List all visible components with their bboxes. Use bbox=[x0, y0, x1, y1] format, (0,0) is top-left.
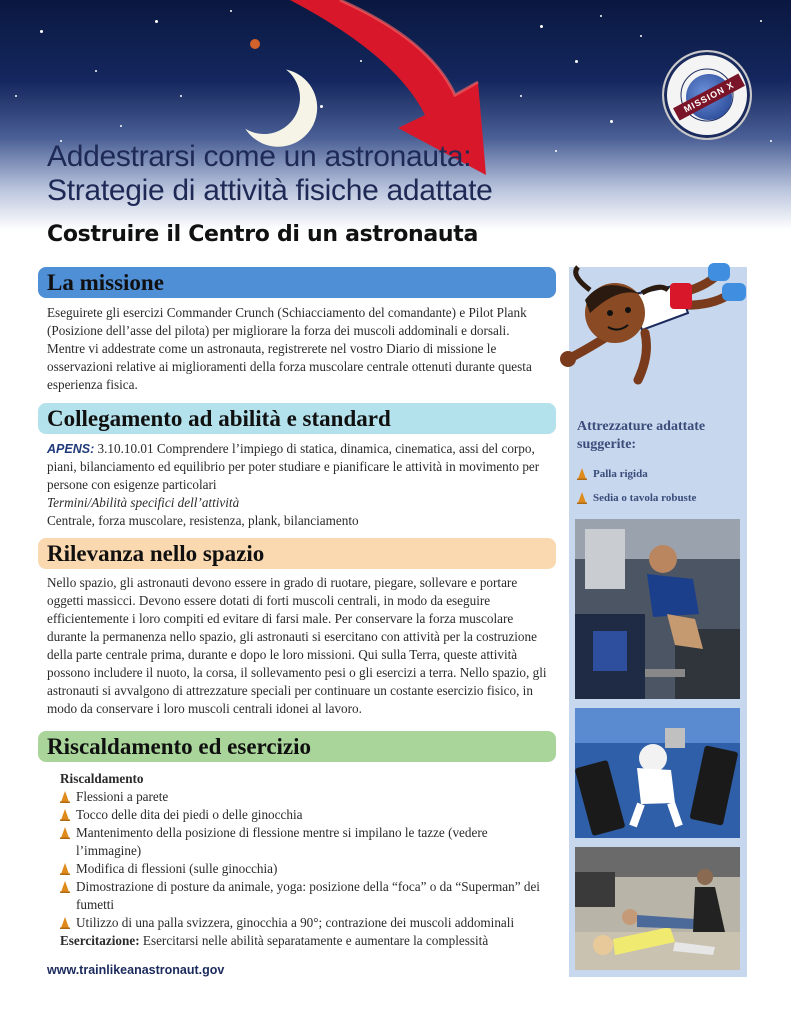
cone-icon bbox=[60, 809, 70, 821]
terms-text: Centrale, forza muscolare, resistenza, plank, bilanciamento bbox=[47, 513, 359, 528]
floating-kid-illustration bbox=[550, 255, 770, 405]
cone-icon bbox=[60, 827, 70, 839]
mission-text: Eseguirete gli esercizi Commander Crunch (Schiacciamento del comandante) e Pilot Plank (Posizione dell’asse del pilota) per migliorare la forza dei muscoli addominali e dorsali. Mentre vi addestrate come un astronauta, registrerete nel vostro Diario di missione le osservazioni relative ai miglioramenti della forza muscolare centrale ottenuti durante questa esperienza fisica. bbox=[47, 305, 532, 392]
list-item: Modifica di flessioni (sulle ginocchia) bbox=[60, 860, 550, 878]
equipment-title: Attrezzature adattate suggerite: bbox=[577, 419, 706, 452]
floor-exercise-photo bbox=[575, 847, 740, 970]
cone-icon bbox=[577, 492, 587, 504]
cone-icon bbox=[577, 468, 587, 480]
section-heading-standards: Collegamento ad abilità e standard bbox=[38, 403, 556, 434]
cone-icon bbox=[60, 791, 70, 803]
exercise-line bbox=[60, 932, 550, 950]
list-item: Dimostrazione di posture da animale, yoga: posizione della “foca” o da “Superman” dei fumetti bbox=[60, 878, 550, 914]
exercise-label: Esercitazione: bbox=[60, 933, 140, 948]
page-title bbox=[47, 140, 667, 208]
exercise-text: Esercitarsi nelle abilità separatamente e aumentare la complessità bbox=[139, 933, 489, 948]
cone-icon bbox=[60, 863, 70, 875]
list-item: Tocco delle dita dei piedi o delle ginocchia bbox=[60, 806, 550, 824]
section-heading-relevance: Rilevanza nello spazio bbox=[38, 538, 556, 569]
list-item: Mantenimento della posizione di flessione mentre si impilano le tazze (vedere l’immagine) bbox=[60, 824, 550, 860]
warmup-subheading: Riscaldamento bbox=[60, 771, 144, 786]
list-item: Flessioni a parete bbox=[60, 788, 550, 806]
page-subtitle: Costruire il Centro di un astronauta bbox=[47, 222, 479, 247]
relevance-text: Nello spazio, gli astronauti devono essere in grado di ruotare, piegare, sollevare e portare oggetti massicci. Devono essere dotati di forti muscoli centrali, in modo da eseguire efficientemente i loro compiti ed evitare di farsi male. Per conservare la forza muscolare durante la permanenza nello spazio, gli astronauti si esercitano con attività per la costruzione della parte centrale prima, durante e dopo le loro missioni. Qui sulla Terra, queste attività possono includere il nuoto, la corsa, il sollevamento pesi o gli esercizi a terra. Nello spazio, gli astronauti si avvalgono di attrezzature speciali per continuare un costante esercizio fisico, in modo da conservare i loro muscoli centrali idonei al lavoro. bbox=[47, 575, 547, 716]
badge-ribbon: MISSION X bbox=[673, 73, 745, 120]
mission-x-logo bbox=[662, 50, 752, 140]
section-heading-warmup: Riscaldamento ed esercizio bbox=[38, 731, 556, 762]
title-line-1: Addestrarsi come un astronauta: bbox=[47, 140, 472, 173]
section-heading-mission: La missione bbox=[38, 267, 556, 298]
apens-label: APENS: bbox=[47, 442, 95, 456]
spacewalk-photo bbox=[575, 708, 740, 838]
cone-icon bbox=[60, 881, 70, 893]
astronaut-exercise-photo bbox=[575, 519, 740, 699]
terms-label: Termini/Abilità specifici dell’attività bbox=[47, 495, 240, 510]
warmup-list bbox=[60, 770, 550, 950]
equipment-item: Palla rigida bbox=[577, 468, 648, 480]
list-item: Utilizzo di una palla svizzera, ginocchia a 90°; contrazione dei muscoli addominali bbox=[60, 914, 550, 932]
cone-icon bbox=[60, 917, 70, 929]
website-link[interactable]: www.trainlikeanastronaut.gov bbox=[47, 963, 225, 977]
title-line-2: Strategie di attività fisiche adattate bbox=[47, 174, 493, 207]
apens-text: 3.10.10.01 Comprendere l’impiego di statica, dinamica, cinematica, assi del corpo, piani, bilanciamento ed equilibrio per poter studiare e pianificare le attività in movimento per persone con esigenze particolari bbox=[47, 441, 540, 492]
standards-text bbox=[47, 440, 547, 530]
equipment-item: Sedia o tavola robuste bbox=[577, 492, 696, 504]
